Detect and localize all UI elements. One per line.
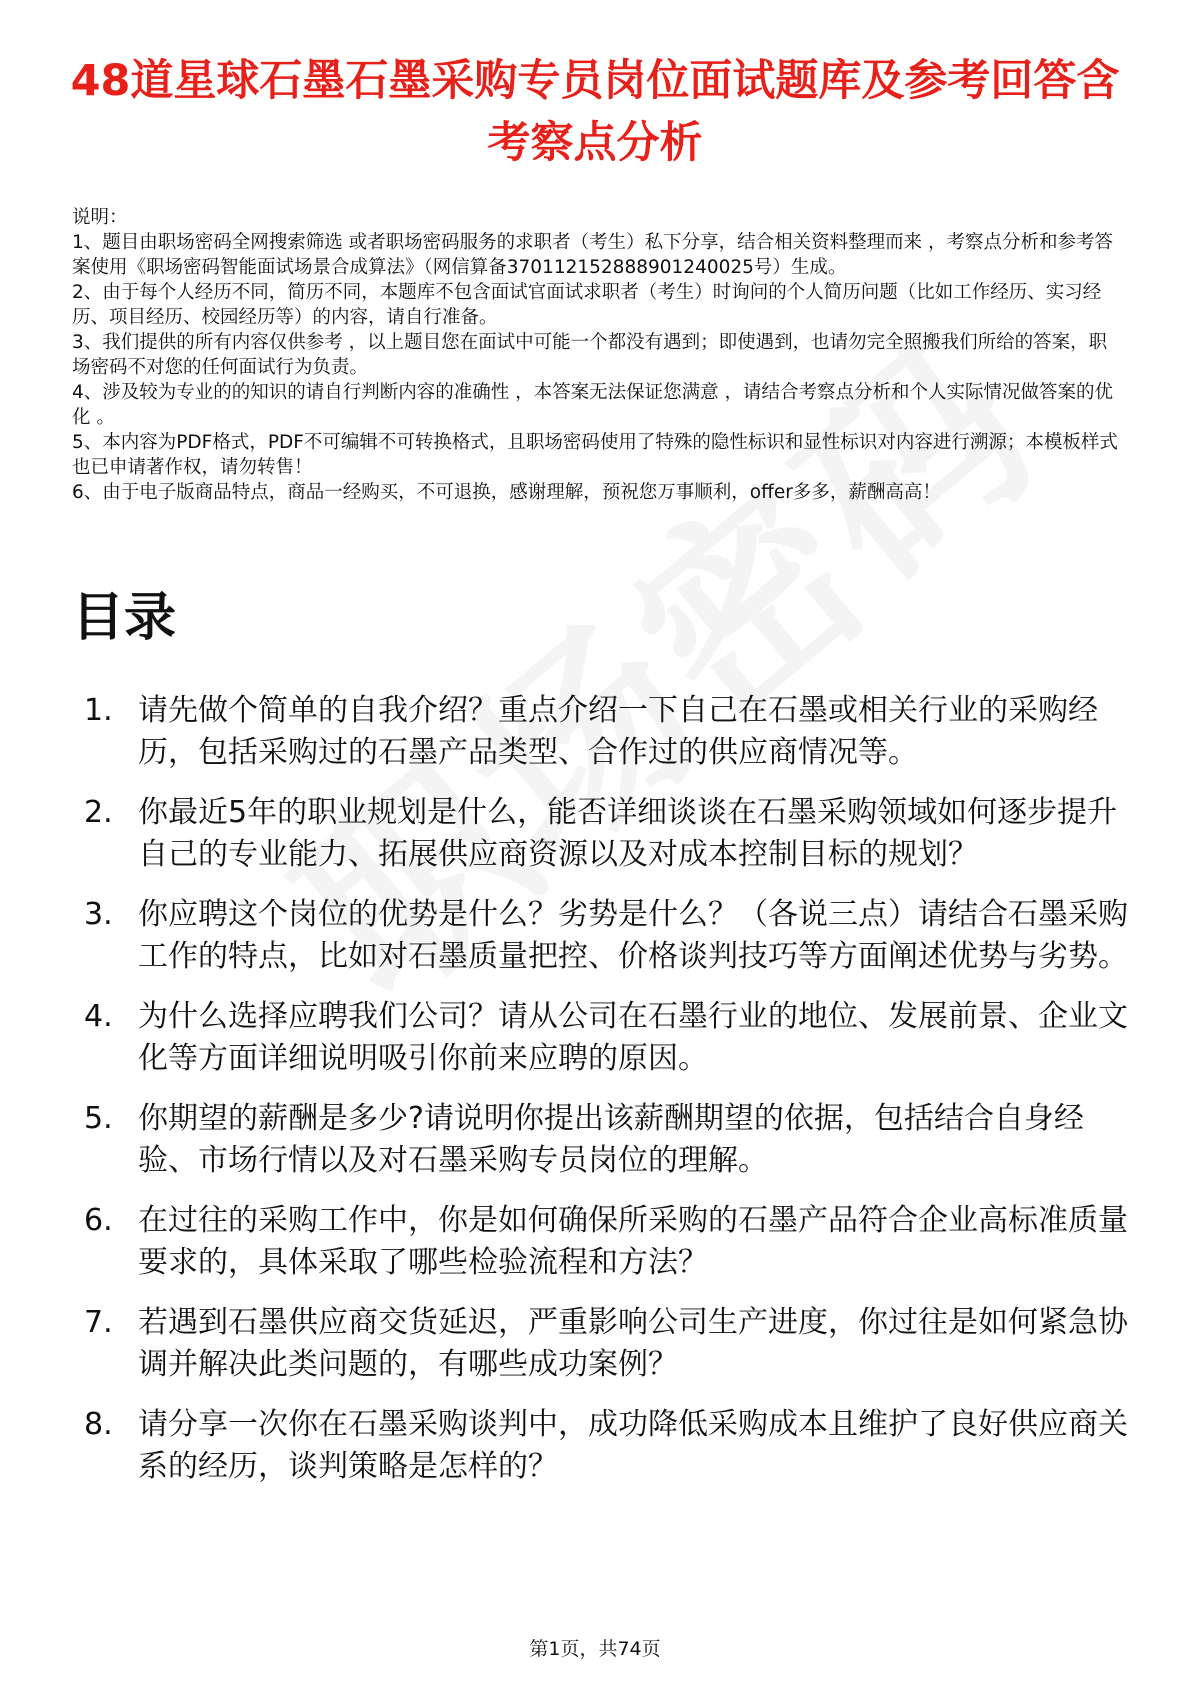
question-text: 请先做个简单的自我介绍？重点介绍一下自己在石墨或相关行业的采购经历，包括采购过的石墨产品类型、合作过的供应商情况等。 — [138, 693, 1098, 770]
question-text: 你最近5年的职业规划是什么，能否详细谈谈在石墨采购领域如何逐步提升自己的专业能力、拓展供应商资源以及对成本控制目标的规划？ — [138, 795, 1118, 872]
note-item: 6、由于电子版商品特点，商品一经购买，不可退换，感谢理解，预祝您万事顺利，offer多多，薪酬高高！ — [72, 482, 941, 503]
note-item: 1、题目由职场密码全网搜索筛选 或者职场密码服务的求职者（考生）私下分享，结合相关资料整理而来 ，考察点分析和参考答案使用《职场密码智能面试场景合成算法》（网信算备370112152888901240025号）生成。 — [72, 232, 1114, 278]
question-number: 1. — [84, 693, 113, 728]
question-number: 4. — [84, 999, 113, 1034]
question-text: 请分享一次你在石墨采购谈判中，成功降低采购成本且维护了良好供应商关系的经历，谈判策略是怎样的？ — [138, 1407, 1128, 1484]
question-text: 若遇到石墨供应商交货延迟，严重影响公司生产进度，你过往是如何紧急协调并解决此类问题的，有哪些成功案例？ — [138, 1305, 1128, 1382]
note-item: 4、涉及较为专业的的知识的请自行判断内容的准确性 ，本答案无法保证您满意 ，请结合考察点分析和个人实际情况做答案的优化 。 — [72, 382, 1114, 428]
question-number: 3. — [84, 897, 113, 932]
page-title: 48道星球石墨石墨采购专员岗位面试题库及参考回答含考察点分析 — [70, 56, 1120, 168]
question-number: 8. — [84, 1407, 113, 1442]
note-item: 5、本内容为PDF格式，PDF不可编辑不可转换格式，且职场密码使用了特殊的隐性标识和显性标识对内容进行溯源；本模板样式也已申请著作权，请勿转售！ — [72, 432, 1118, 478]
question-number: 6. — [84, 1203, 113, 1238]
question-item[interactable] — [72, 792, 1132, 876]
question-item[interactable] — [72, 1098, 1132, 1182]
toc-heading: 目录 — [72, 588, 177, 648]
question-item[interactable] — [72, 690, 1132, 774]
note-item: 2、由于每个人经历不同，简历不同，本题库不包含面试官面试求职者（考生）时询问的个人简历问题（比如工作经历、实习经历、项目经历、校园经历等）的内容，请自行准备。 — [72, 282, 1102, 328]
question-item[interactable] — [72, 1302, 1132, 1386]
notes-heading: 说明： — [72, 207, 128, 228]
question-text: 你期望的薪酬是多少?请说明你提出该薪酬期望的依据，包括结合自身经验、市场行情以及对石墨采购专员岗位的理解。 — [138, 1101, 1084, 1178]
page-footer: 第1页，共74页 — [529, 1638, 661, 1660]
question-number: 5. — [84, 1101, 113, 1136]
question-text: 为什么选择应聘我们公司？请从公司在石墨行业的地位、发展前景、企业文化等方面详细说明吸引你前来应聘的原因。 — [138, 999, 1128, 1076]
question-text: 你应聘这个岗位的优势是什么？劣势是什么？（各说三点）请结合石墨采购工作的特点，比如对石墨质量把控、价格谈判技巧等方面阐述优势与劣势。 — [138, 897, 1128, 974]
question-list — [72, 690, 1132, 1506]
question-item[interactable] — [72, 1200, 1132, 1284]
question-item[interactable] — [72, 894, 1132, 978]
question-text: 在过往的采购工作中，你是如何确保所采购的石墨产品符合企业高标准质量要求的，具体采取了哪些检验流程和方法？ — [138, 1203, 1128, 1280]
question-number: 2. — [84, 795, 113, 830]
notes-section — [72, 205, 1122, 505]
question-item[interactable] — [72, 1404, 1132, 1488]
question-number: 7. — [84, 1305, 113, 1340]
note-item: 3、我们提供的所有内容仅供参考 ，以上题目您在面试中可能一个都没有遇到；即使遇到，也请勿完全照搬我们所给的答案，职场密码不对您的任何面试行为负责。 — [72, 332, 1108, 378]
question-item[interactable] — [72, 996, 1132, 1080]
